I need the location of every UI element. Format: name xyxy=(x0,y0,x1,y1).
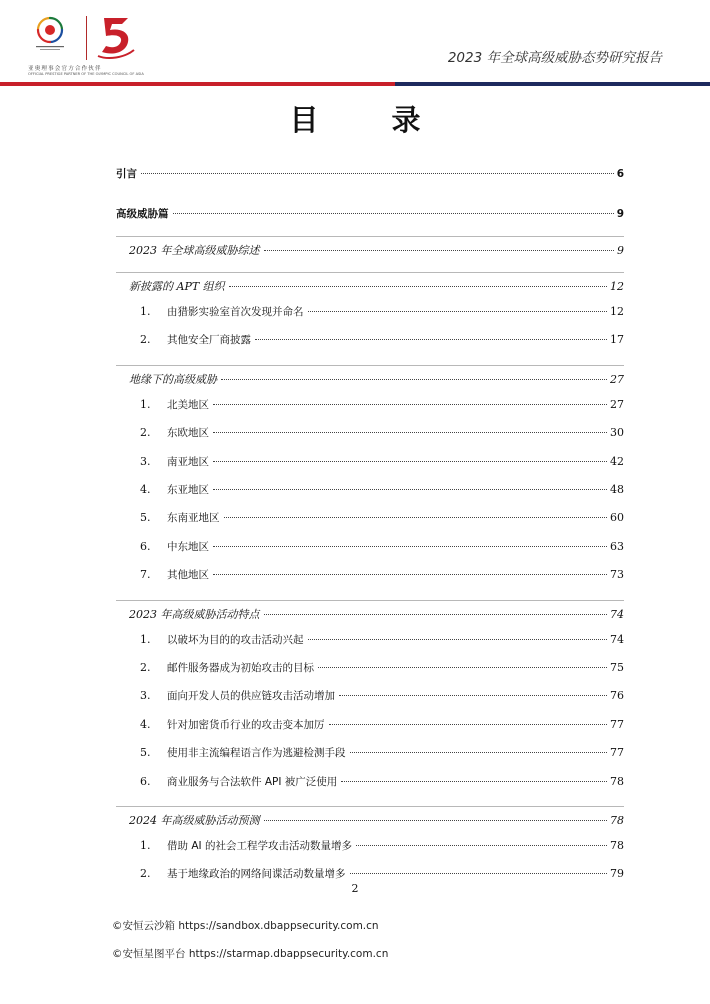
toc-entry-label: 由猎影实验室首次发现并命名 xyxy=(167,306,304,318)
toc-leader-dots xyxy=(213,489,607,490)
toc-entry-number: 4. xyxy=(140,717,151,731)
toc-entry-number: 6. xyxy=(140,774,151,788)
toc-entry-page: 75 xyxy=(610,661,624,674)
toc-entry-label: 邮件服务器成为初始攻击的目标 xyxy=(167,662,314,674)
toc-leader-dots xyxy=(350,873,608,874)
toc-entry-number: 5. xyxy=(140,746,151,760)
toc-leader-dots xyxy=(221,379,607,380)
toc-entry-page: 17 xyxy=(610,333,624,347)
report-title: 2023 年全球高级威胁态势研究报告 xyxy=(447,50,662,66)
toc-entry-number: 6. xyxy=(140,539,151,553)
toc-entry-number: 1. xyxy=(140,397,151,411)
toc-leader-dots xyxy=(213,404,607,405)
toc-entry-number: 2. xyxy=(140,867,151,881)
toc-leader-dots xyxy=(224,517,608,518)
toc-leader-dots xyxy=(173,213,614,214)
toc-entry-number: 1. xyxy=(140,305,151,318)
toc-entry[interactable] xyxy=(116,166,624,181)
toc-leader-dots xyxy=(308,311,608,312)
toc-entry-label: 引言 xyxy=(116,168,137,180)
toc-entry[interactable] xyxy=(140,397,624,412)
toc-entry-label: 新披露的 APT 组织 xyxy=(129,280,225,293)
toc-entry[interactable] xyxy=(140,688,624,703)
page-number: 2 xyxy=(351,882,359,895)
toc-entry-number: 2. xyxy=(140,426,151,440)
toc-entry-page: 76 xyxy=(610,689,624,703)
logo-caption-cn: 亚奥理事会官方合作伙伴 xyxy=(28,66,102,72)
toc-entry-number: 3. xyxy=(140,689,151,703)
section-divider xyxy=(116,806,624,807)
toc-entry-label: 基于地缘政治的网络间谍活动数量增多 xyxy=(167,868,346,881)
toc-entry-page: 74 xyxy=(610,632,624,646)
section-divider xyxy=(116,600,624,601)
toc-entry-page: 63 xyxy=(610,539,624,553)
toc-leader-dots xyxy=(213,574,607,575)
toc-entry[interactable] xyxy=(129,606,624,622)
toc-entry[interactable] xyxy=(129,371,624,387)
toc-entry-page: 12 xyxy=(610,280,624,293)
company-logo-icon xyxy=(94,12,138,62)
toc-leader-dots xyxy=(341,781,607,782)
toc-entry-label: 北美地区 xyxy=(167,398,209,411)
toc-leader-dots xyxy=(308,639,608,640)
header-rule-red xyxy=(0,82,395,86)
toc-title: 目 录 xyxy=(289,103,443,137)
toc-entry-label: 2024 年高级威胁活动预测 xyxy=(129,814,260,827)
toc-entry-label: 针对加密货币行业的攻击变本加厉 xyxy=(167,718,325,731)
toc-entry[interactable] xyxy=(140,866,624,881)
toc-leader-dots xyxy=(264,250,615,251)
toc-leader-dots xyxy=(329,724,608,725)
toc-entry-page: 78 xyxy=(610,814,624,827)
toc-entry[interactable] xyxy=(140,425,624,440)
toc-entry[interactable] xyxy=(129,812,624,828)
toc-entry-page: 77 xyxy=(610,717,624,731)
footer-starmap-link[interactable]: ©安恒星图平台 https://starmap.dbappsecurity.com.cn xyxy=(112,948,389,960)
toc-entry[interactable] xyxy=(129,242,624,258)
toc-entry[interactable] xyxy=(140,838,624,853)
toc-entry-label: 东亚地区 xyxy=(167,484,209,496)
toc-leader-dots xyxy=(229,286,607,287)
section-divider xyxy=(116,272,624,273)
toc-entry[interactable] xyxy=(140,632,624,647)
toc-entry[interactable] xyxy=(140,482,624,497)
toc-entry-label: 东南亚地区 xyxy=(167,512,220,525)
toc-entry-label: 2023 年高级威胁活动特点 xyxy=(129,607,260,621)
toc-entry-label: 中东地区 xyxy=(167,540,209,553)
toc-leader-dots xyxy=(318,667,607,668)
toc-entry[interactable] xyxy=(140,745,624,760)
toc-entry-page: 74 xyxy=(610,607,624,621)
toc-entry-number: 1. xyxy=(140,632,151,646)
toc-leader-dots xyxy=(213,461,607,462)
toc-entry-label: 南亚地区 xyxy=(167,455,209,468)
oca-emblem-icon xyxy=(28,14,72,58)
toc-entry[interactable] xyxy=(140,717,624,732)
sponsor-logo xyxy=(14,12,144,76)
toc-entry-number: 2. xyxy=(140,661,151,674)
toc-entry[interactable] xyxy=(140,332,624,347)
toc-entry-label: 使用非主流编程语言作为逃避检测手段 xyxy=(167,747,346,760)
toc-entry-label: 高级威胁篇 xyxy=(116,208,169,220)
toc-leader-dots xyxy=(264,820,608,821)
toc-entry-number: 5. xyxy=(140,511,151,525)
toc-leader-dots xyxy=(213,546,607,547)
footer-sandbox-link[interactable]: ©安恒云沙箱 https://sandbox.dbappsecurity.com.cn xyxy=(112,920,379,932)
toc-entry[interactable] xyxy=(129,278,624,294)
toc-leader-dots xyxy=(141,173,614,174)
toc-entry-label: 以破坏为目的的攻击活动兴起 xyxy=(167,633,304,646)
toc-leader-dots xyxy=(213,432,607,433)
section-divider xyxy=(116,236,624,237)
toc-entry-page: 60 xyxy=(610,511,624,525)
page-header xyxy=(0,0,710,90)
toc-entry[interactable] xyxy=(140,539,624,554)
toc-entry-number: 1. xyxy=(140,839,151,852)
toc-entry-page: 78 xyxy=(610,774,624,788)
toc-leader-dots xyxy=(264,614,608,615)
toc-entry[interactable] xyxy=(140,567,624,582)
toc-entry-number: 4. xyxy=(140,483,151,496)
toc-leader-dots xyxy=(356,845,607,846)
toc-entry-page: 30 xyxy=(610,426,624,440)
toc-entry[interactable] xyxy=(140,660,624,675)
toc-entry-page: 6 xyxy=(616,168,624,180)
toc-entry-page: 77 xyxy=(610,746,624,760)
toc-entry[interactable] xyxy=(140,774,624,789)
toc-entry-page: 78 xyxy=(610,839,624,852)
toc-leader-dots xyxy=(350,752,608,753)
toc-entry-page: 27 xyxy=(610,397,624,411)
toc-entry-number: 7. xyxy=(140,568,151,582)
toc-entry-page: 27 xyxy=(610,372,624,386)
logo-caption-en: OFFICIAL PRESTIGE PARTNER OF THE OLYMPIC COUNCIL OF ASIA xyxy=(28,72,144,76)
toc-entry[interactable] xyxy=(116,206,624,221)
toc-entry-label: 借助 AI 的社会工程学攻击活动数量增多 xyxy=(167,840,352,852)
toc-entry-page: 79 xyxy=(610,867,624,881)
toc-entry-label: 地缘下的高级威胁 xyxy=(129,372,217,386)
toc-entry-page: 12 xyxy=(610,305,624,318)
toc-entry-label: 其他地区 xyxy=(167,569,209,582)
toc-entry-label: 商业服务与合法软件 API 被广泛使用 xyxy=(167,775,338,788)
header-rule-navy xyxy=(395,82,710,86)
toc-entry-page: 73 xyxy=(610,568,624,582)
toc-entry[interactable] xyxy=(140,510,624,525)
toc-entry-page: 9 xyxy=(616,208,624,220)
toc-entry-label: 其他安全厂商披露 xyxy=(167,334,251,347)
toc-entry-number: 2. xyxy=(140,333,151,347)
toc-entry-label: 面向开发人员的供应链攻击活动增加 xyxy=(167,690,335,703)
toc-leader-dots xyxy=(339,695,607,696)
section-divider xyxy=(116,365,624,366)
toc-entry-label: 东欧地区 xyxy=(167,427,209,440)
toc-entry-page: 42 xyxy=(610,454,624,468)
toc-entry-label: 2023 年全球高级威胁综述 xyxy=(129,244,260,257)
toc-entry[interactable] xyxy=(140,304,624,319)
toc-leader-dots xyxy=(255,339,607,340)
toc-entry[interactable] xyxy=(140,454,624,469)
toc-entry-page: 9 xyxy=(617,244,624,257)
toc-entry-page: 48 xyxy=(610,483,624,496)
toc-entry-number: 3. xyxy=(140,454,151,468)
logo-divider xyxy=(86,16,87,60)
